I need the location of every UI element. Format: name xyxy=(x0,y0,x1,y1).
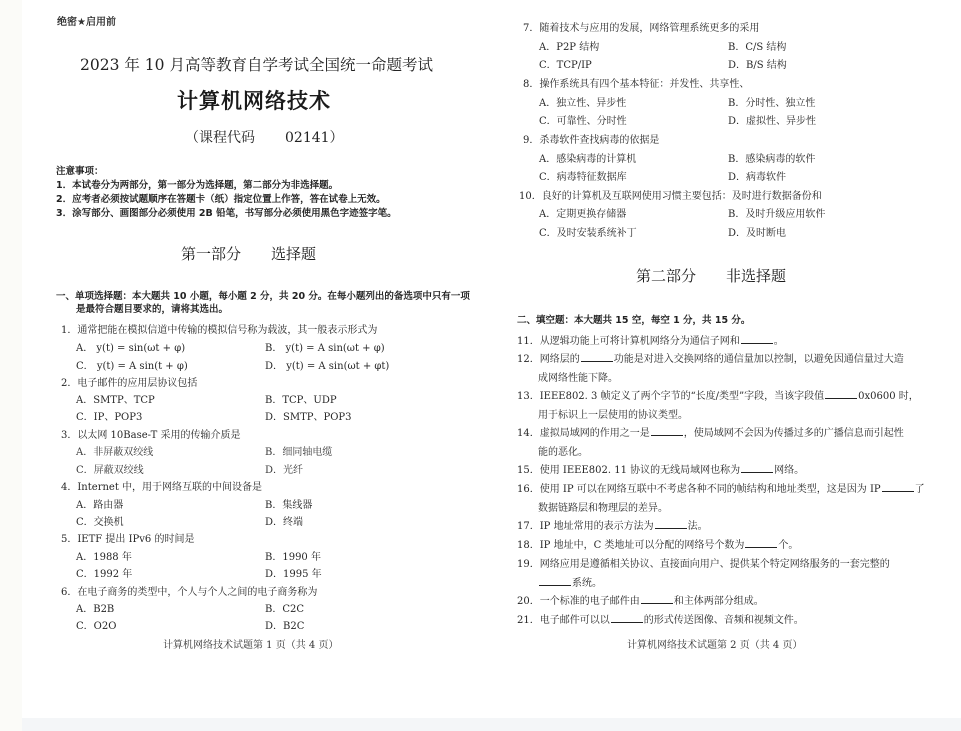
option-b: B．感染病毒的软件 xyxy=(728,154,816,165)
question-stem: 8．操作系统具有四个基本特征：并发性、共享性、 xyxy=(523,79,750,90)
question-text: 0x0600 时， xyxy=(858,391,919,402)
option-c: C．O2O xyxy=(76,621,117,632)
question-text: ，使局域网不会因为传播过多的广播信息而引起性 xyxy=(683,428,904,439)
question-continuation xyxy=(538,574,602,589)
question-number: 15． xyxy=(517,465,540,476)
course-code-value: 02141） xyxy=(285,130,344,146)
option-b: B．1990 年 xyxy=(265,552,321,563)
option-a: A．定期更换存储器 xyxy=(539,209,627,220)
option-d: D． y(t) = A sin(ωt + φt) xyxy=(265,361,390,372)
option-d: D．1995 年 xyxy=(265,569,322,580)
question-stem: 1．通常把能在模拟信道中传输的模拟信号称为载波，其一般表示形式为 xyxy=(61,325,378,336)
answer-blank xyxy=(745,537,777,548)
option-c: C．及时安装系统补丁 xyxy=(539,228,637,239)
fill-question-12 xyxy=(517,350,904,365)
scan-edge xyxy=(0,0,22,731)
question-text: 网络。 xyxy=(774,465,805,476)
question-text: IP 地址常用的表示方法为 xyxy=(539,521,654,532)
option-a: A．独立性、异步性 xyxy=(539,98,627,109)
answer-blank xyxy=(651,425,683,436)
option-b: B．集线器 xyxy=(265,500,313,511)
part-name: 选择题 xyxy=(271,245,317,263)
option-d: D．B2C xyxy=(265,621,305,632)
option-a: A．路由器 xyxy=(76,500,124,511)
question-stem: 5．IETF 提出 IPv6 的时间是 xyxy=(61,534,195,545)
question-text: 的形式传送图像、音频和视频文件。 xyxy=(643,615,804,626)
question-text: 和主体两部分组成。 xyxy=(673,596,764,607)
question-stem: 6．在电子商务的类型中，个人与个人之间的电子商务称为 xyxy=(61,587,318,598)
answer-blank xyxy=(741,333,773,344)
question-text: IP 地址中，C 类地址可以分配的网络号个数为 xyxy=(539,540,745,551)
fill-question-19 xyxy=(517,555,890,570)
fill-question-16 xyxy=(517,480,925,495)
question-number: 20． xyxy=(517,596,540,607)
question-number: 21． xyxy=(517,615,540,626)
subject-title: 计算机网络技术 xyxy=(177,89,331,113)
option-a: A．感染病毒的计算机 xyxy=(539,154,637,165)
option-d: D．虚拟性、异步性 xyxy=(728,116,817,127)
question-stem: 9．杀毒软件查找病毒的依据是 xyxy=(523,135,660,146)
fill-question-14 xyxy=(517,424,904,439)
option-a: A．非屏蔽双绞线 xyxy=(76,447,154,458)
option-c: C．交换机 xyxy=(76,517,124,528)
question-number: 18． xyxy=(517,540,540,551)
page-footer: 计算机网络技术试题第 1 页（共 4 页） xyxy=(163,640,339,651)
question-continuation: 用于标识上一层使用的协议类型。 xyxy=(538,410,688,421)
part-one-title xyxy=(181,243,316,264)
question-text: 从逻辑功能上可将计算机网络分为通信子网和 xyxy=(539,336,740,347)
notes-title: 注意事项： xyxy=(56,166,104,177)
option-a: A．P2P 结构 xyxy=(539,42,600,53)
question-text: IEEE802. 3 帧定义了两个字节的“长度/类型”字段，当该字段值 xyxy=(539,391,825,402)
part-label: 第一部分 xyxy=(181,245,242,263)
answer-blank xyxy=(882,481,914,492)
question-text: 网络应用是遵循相关协议、直接面向用户、提供某个特定网络服务的一套完整的 xyxy=(539,559,890,570)
option-b: B．C/S 结构 xyxy=(728,42,787,53)
option-b: B．细同轴电缆 xyxy=(265,447,333,458)
question-text: 个。 xyxy=(778,540,799,551)
question-text: 了 xyxy=(914,484,925,495)
option-a: A．1988 年 xyxy=(76,552,132,563)
option-d: D．光纤 xyxy=(265,465,304,476)
part-name: 非选择题 xyxy=(726,267,787,285)
exam-title: 2023 年 10 月高等教育自学考试全国统一命题考试 xyxy=(80,56,433,74)
question-text: 使用 IP 可以在网络互联中不考虑各种不同的帧结构和地址类型，这是因为 IP xyxy=(539,484,881,495)
question-stem: 7．随着技术与应用的发展，网络管理系统更多的采用 xyxy=(523,23,760,34)
question-number: 19． xyxy=(517,559,540,570)
confidential-label: 绝密★启用前 xyxy=(57,17,116,28)
fill-question-13 xyxy=(517,387,919,402)
answer-blank xyxy=(611,612,643,623)
option-d: D．终端 xyxy=(265,517,304,528)
option-c: C．IP、POP3 xyxy=(76,412,143,423)
question-number: 16． xyxy=(517,484,540,495)
note-item: 3．涂写部分、画图部分必须使用 2B 铅笔，书写部分必须使用黑色字迹签字笔。 xyxy=(56,208,397,219)
section-one-instructions: 一、单项选择题：本大题共 10 小题，每小题 2 分，共 20 分。在每小题列出的备选项中只有一项是最符合题目要求的，请将其选出。 xyxy=(56,291,470,315)
option-c: C．TCP/IP xyxy=(539,60,592,71)
section-two-instructions: 二、填空题：本大题共 15 空，每空 1 分，共 15 分。 xyxy=(517,315,751,326)
note-item: 1．本试卷分为两部分，第一部分为选择题，第二部分为非选择题。 xyxy=(56,180,339,191)
option-c: C．1992 年 xyxy=(76,569,133,580)
question-continuation: 数据链路层和物理层的差异。 xyxy=(538,503,668,514)
question-text: 系统。 xyxy=(572,578,602,589)
fill-question-11 xyxy=(517,332,784,347)
option-c: C．屏蔽双绞线 xyxy=(76,465,144,476)
question-number: 13． xyxy=(517,391,540,402)
option-c: C．可靠性、分时性 xyxy=(539,116,627,127)
fill-question-15 xyxy=(517,461,804,476)
answer-blank xyxy=(655,518,687,529)
question-stem: 2．电子邮件的应用层协议包括 xyxy=(61,378,198,389)
exam-page-2 xyxy=(505,0,945,718)
option-a: A．SMTP、TCP xyxy=(76,395,155,406)
option-b: B．及时升级应用软件 xyxy=(728,209,826,220)
question-number: 12． xyxy=(517,354,540,365)
question-text: 法。 xyxy=(687,521,708,532)
question-stem: 10．良好的计算机及互联网使用习惯主要包括：及时进行数据备份和 xyxy=(519,191,822,202)
option-d: D．B/S 结构 xyxy=(728,60,787,71)
fill-question-18 xyxy=(517,536,798,551)
answer-blank xyxy=(581,351,613,362)
note-item: 2．应考者必须按试题顺序在答题卡（纸）指定位置上作答，答在试卷上无效。 xyxy=(56,194,386,205)
question-text: 虚拟局域网的作用之一是 xyxy=(539,428,650,439)
question-number: 11． xyxy=(517,336,540,347)
answer-blank xyxy=(641,593,673,604)
question-text: 一个标准的电子邮件由 xyxy=(539,596,640,607)
course-code xyxy=(185,127,344,147)
question-continuation: 成网络性能下降。 xyxy=(538,373,618,384)
option-b: B．C2C xyxy=(265,604,305,615)
question-stem: 3．以太网 10Base-T 采用的传输介质是 xyxy=(61,430,241,441)
fill-question-21 xyxy=(517,611,804,626)
option-b: B． y(t) = A sin(ωt + φ) xyxy=(265,343,385,354)
option-d: D．及时断电 xyxy=(728,228,787,239)
course-code-label: （课程代码 xyxy=(185,130,255,146)
option-a: A． y(t) = sin(ωt + φ) xyxy=(76,343,186,354)
question-stem: 4．Internet 中，用于网络互联的中间设备是 xyxy=(61,482,263,493)
option-d: D．SMTP、POP3 xyxy=(265,412,352,423)
page-footer: 计算机网络技术试题第 2 页（共 4 页） xyxy=(627,640,803,651)
fill-question-20 xyxy=(517,592,764,607)
question-number: 14． xyxy=(517,428,540,439)
question-text: 使用 IEEE802. 11 协议的无线局域网也称为 xyxy=(539,465,741,476)
part-two-title xyxy=(636,265,786,286)
option-d: D．病毒软件 xyxy=(728,172,787,183)
option-c: C．病毒特征数据库 xyxy=(539,172,627,183)
option-b: B．分时性、独立性 xyxy=(728,98,816,109)
part-label: 第二部分 xyxy=(636,267,697,285)
option-c: C． y(t) = A sin(t + φ) xyxy=(76,361,188,372)
option-a: A．B2B xyxy=(76,604,115,615)
exam-page-1 xyxy=(40,0,500,718)
question-continuation: 能的恶化。 xyxy=(538,447,588,458)
question-text: 网络层的 xyxy=(539,354,580,365)
fill-question-17 xyxy=(517,517,708,532)
question-text: 电子邮件可以以 xyxy=(539,615,610,626)
answer-blank xyxy=(741,462,773,473)
option-b: B．TCP、UDP xyxy=(265,395,337,406)
answer-blank xyxy=(825,388,857,399)
question-text: 。 xyxy=(773,336,784,347)
answer-blank xyxy=(539,575,571,586)
question-number: 17． xyxy=(517,521,540,532)
question-text: 功能是对进入交换网络的通信量加以控制，以避免因通信量过大造 xyxy=(613,354,904,365)
